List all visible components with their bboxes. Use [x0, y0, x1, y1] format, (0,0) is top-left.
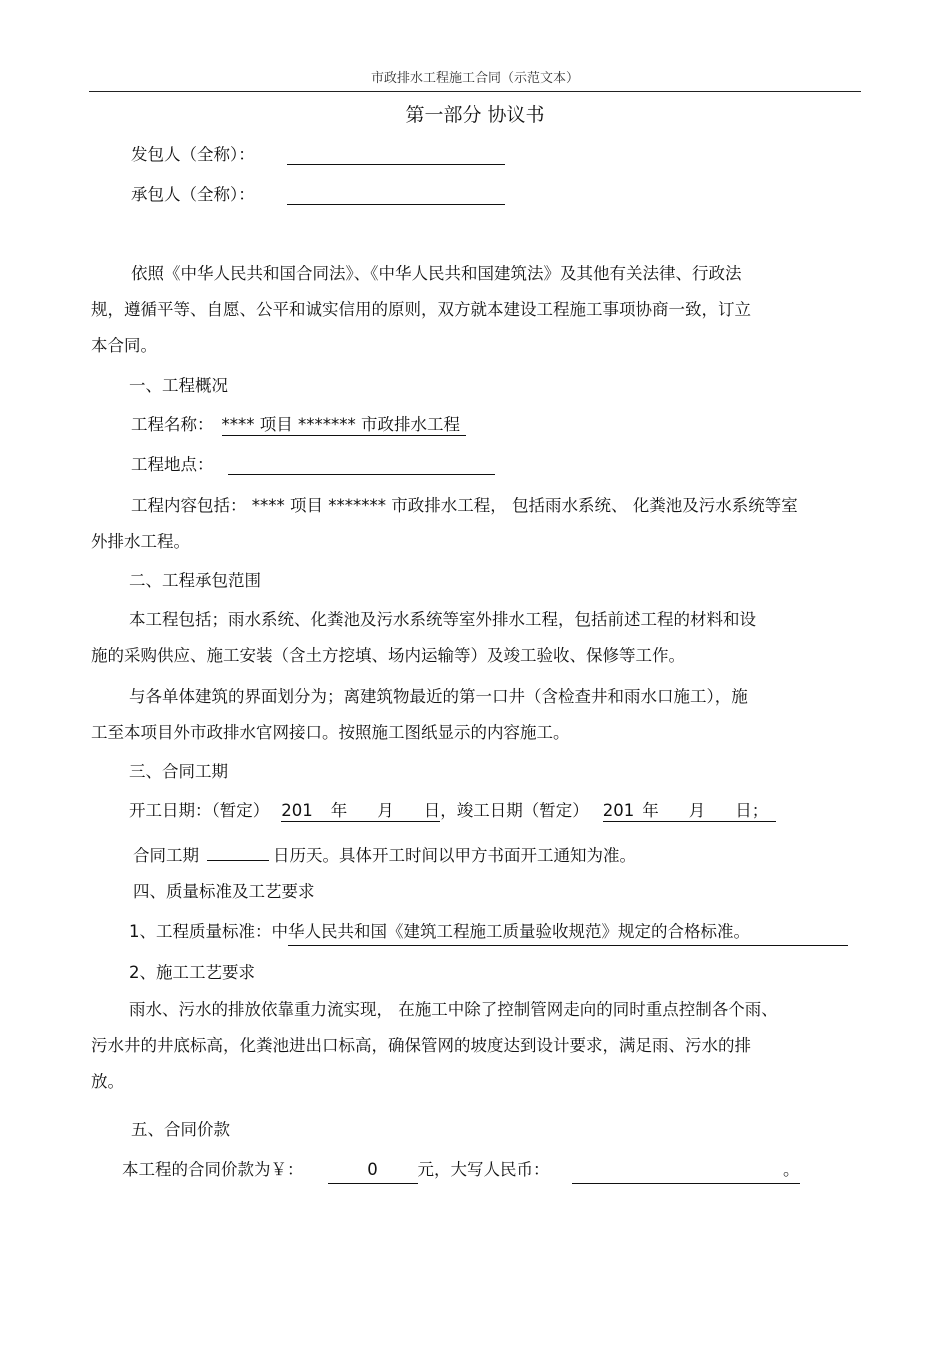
employer-field[interactable]: [287, 164, 505, 165]
contract-price-end-mark: 。: [783, 1160, 800, 1179]
end-year: 201: [602, 801, 635, 820]
interface-line-2: 工至本项目外市政排水官网接口。按照施工图纸显示的内容施工。: [91, 723, 570, 742]
process-line-1: 雨水、污水的排放依靠重力流实现， 在施工中除了控制管网走向的同时重点控制各个雨、: [129, 1000, 778, 1019]
contractor-label: 承包人（全称）：: [131, 185, 255, 204]
schedule-semicolon: ；: [751, 801, 769, 820]
duration-prefix: 合同工期: [133, 846, 199, 865]
employer-label: 发包人（全称）：: [131, 145, 255, 164]
project-name-label: 工程名称：: [131, 415, 214, 434]
contract-price-words-field[interactable]: [572, 1158, 800, 1184]
project-content-line-1: 工程内容包括： **** 项目 ******* 市政排水工程， 包括雨水系统、 化粪池及污水系统等室: [131, 496, 798, 515]
process-requirement-heading: 2、施工工艺要求: [129, 963, 255, 982]
start-year: 201: [281, 801, 313, 820]
contractor-field[interactable]: [287, 204, 505, 205]
interface-line-1: 与各单体建筑的界面划分为；离建筑物最近的第一口井（含检查井和雨水口施工），施: [129, 687, 748, 706]
preamble-line-1: 依照《中华人民共和国合同法》、《中华人民共和国建筑法》及其他有关法律、行政法: [131, 264, 742, 283]
contract-price-unit: 元，大写人民币：: [417, 1160, 550, 1179]
preamble-line-3: 本合同。: [91, 336, 157, 355]
process-line-3: 放。: [91, 1072, 124, 1091]
project-location-label: 工程地点：: [131, 455, 214, 474]
employer-row: [131, 143, 255, 167]
start-year-unit: 年: [330, 801, 348, 820]
start-date-label: 开工日期：（暂定）: [129, 801, 270, 820]
end-day-unit: 日: [735, 801, 752, 820]
project-content-line-2: 外排水工程。: [91, 532, 190, 551]
quality-standard-label: 1、工程质量标准：中: [129, 922, 288, 941]
section-3-heading: 三、合同工期: [129, 762, 228, 781]
scope-line-2: 施的采购供应、施工安装（含土方挖填、场内运输等）及竣工验收、保修等工作。: [91, 646, 685, 665]
scope-line-1: 本工程包括；雨水系统、化粪池及污水系统等室外排水工程，包括前述工程的材料和设: [129, 610, 756, 629]
project-name-value: **** 项目 ******* 市政排水工程: [222, 415, 467, 436]
duration-field[interactable]: [207, 842, 269, 861]
contract-price-label: 本工程的合同价款为￥：: [122, 1160, 304, 1179]
contract-price-row: [122, 1158, 800, 1184]
page-title: 第一部分 协议书: [405, 104, 545, 126]
duration-suffix: 日历天。具体开工时间以甲方书面开工通知为准。: [273, 846, 636, 865]
project-location-field[interactable]: [228, 474, 495, 475]
start-month-unit: 月: [377, 801, 394, 820]
section-5-heading: 五、合同价款: [131, 1120, 230, 1139]
header-rule: [89, 91, 861, 92]
quality-standard-value: 华人民共和国《建筑工程施工质量验收规范》规定的合格标准。: [288, 920, 848, 946]
contract-price-value[interactable]: 0: [328, 1158, 418, 1184]
schedule-row: [129, 799, 776, 823]
end-date-value[interactable]: [603, 801, 777, 822]
start-day-unit: 日: [423, 801, 441, 820]
preamble-line-2: 规，遵循平等、自愿、公平和诚实信用的原则，双方就本建设工程施工事项协商一致，订立: [91, 300, 751, 319]
project-name-row: [131, 413, 466, 437]
section-2-heading: 二、工程承包范围: [129, 571, 261, 590]
running-header: 市政排水工程施工合同（示范文本）: [370, 71, 579, 86]
end-year-unit: 年: [642, 801, 659, 820]
start-date-value[interactable]: [281, 801, 440, 822]
duration-row: [133, 842, 636, 868]
section-4-heading: 四、质量标准及工艺要求: [133, 882, 315, 901]
end-month-unit: 月: [688, 801, 706, 820]
end-date-label: 竣工日期（暂定）: [456, 801, 589, 820]
process-line-2: 污水井的井底标高，化粪池进出口标高，确保管网的坡度达到设计要求，满足雨、污水的排: [91, 1036, 751, 1055]
contractor-row: [131, 183, 255, 207]
project-location-row: [131, 453, 214, 477]
section-1-heading: 一、工程概况: [129, 376, 228, 395]
schedule-comma: ，: [440, 801, 457, 820]
quality-standard-row: [129, 920, 848, 946]
